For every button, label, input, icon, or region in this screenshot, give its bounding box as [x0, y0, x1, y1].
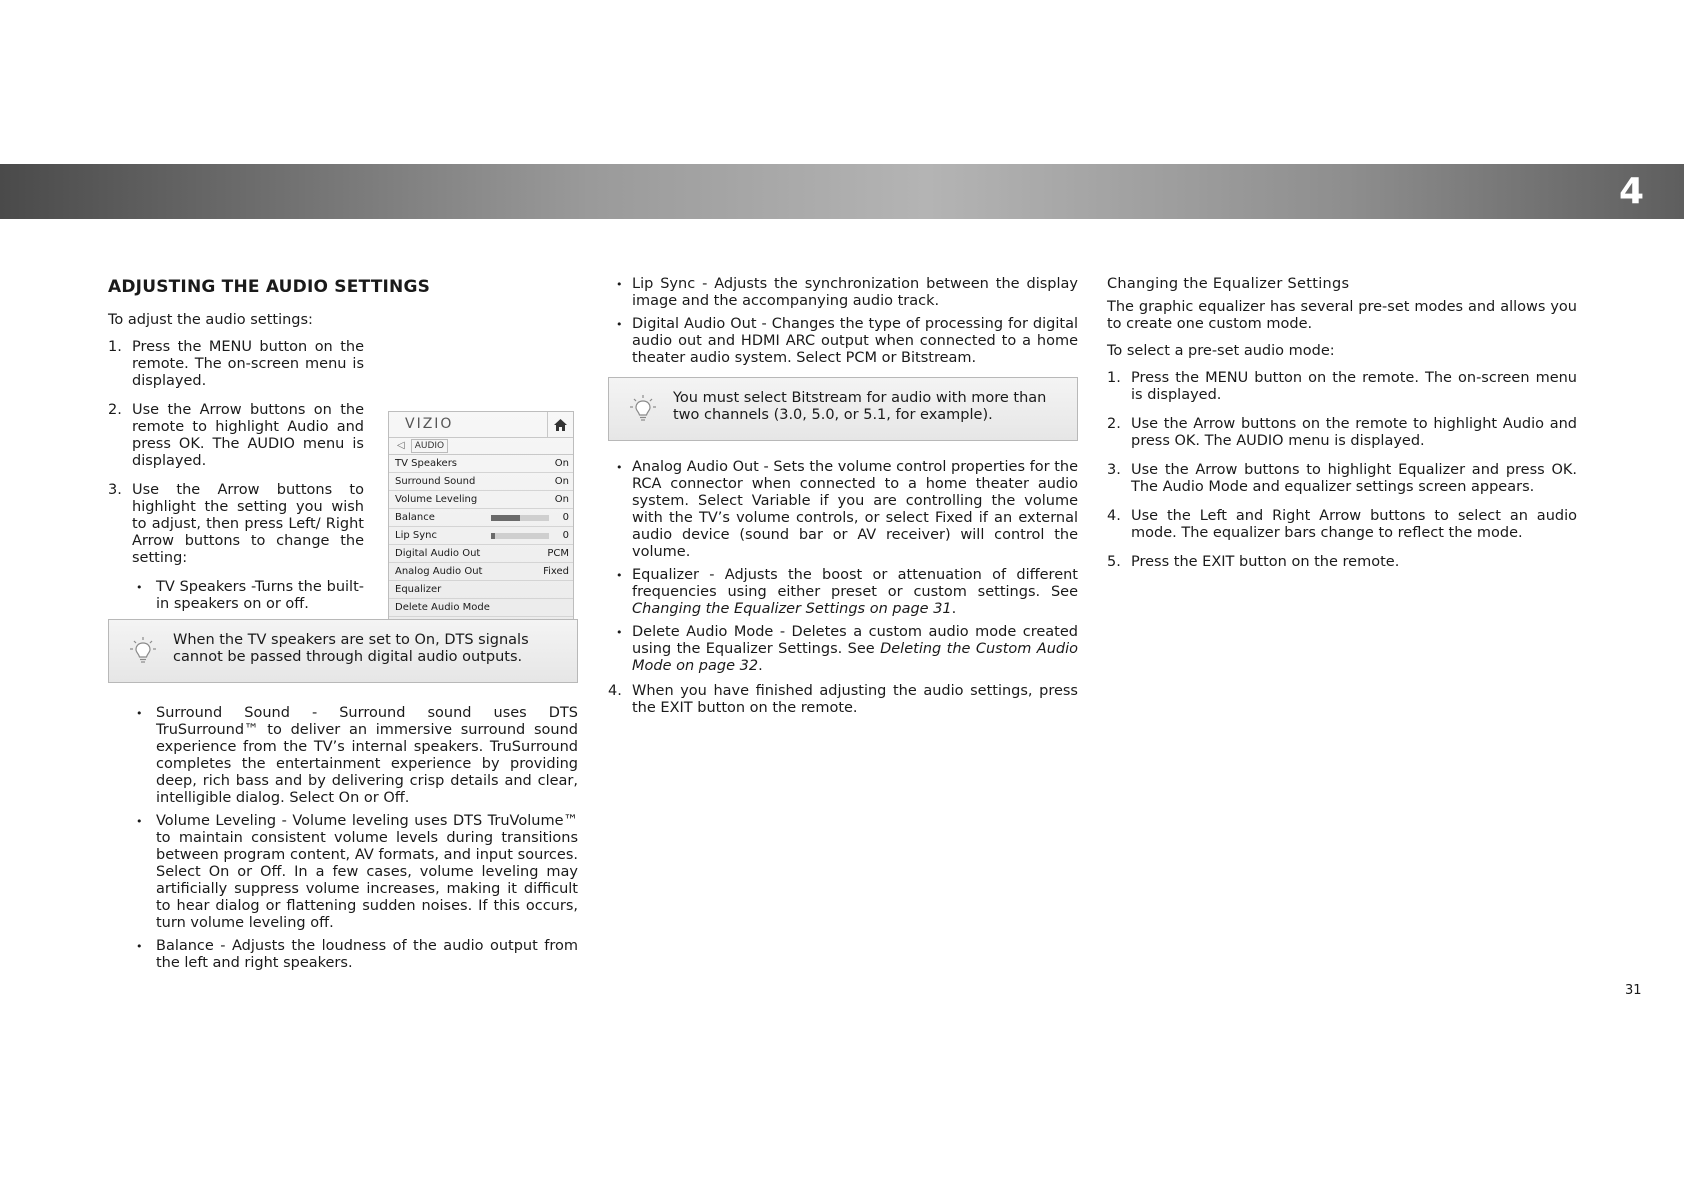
step-number: 5. — [1107, 554, 1121, 570]
subsection-heading: Changing the Equalizer Settings — [1107, 276, 1350, 292]
step-text: Use the Left and Right Arrow buttons to select an audio mode. The equalizer bars change to reflect the mode. — [1131, 508, 1577, 541]
home-icon — [547, 412, 573, 437]
bullet-tv-speakers: • TV Speakers -Turns the built-in speakers on or off. — [108, 579, 364, 613]
tv-menu-row — [389, 545, 573, 563]
tv-menu-row-value: On — [554, 475, 569, 487]
tv-menu-row-right — [555, 476, 569, 488]
tv-menu-header — [389, 412, 573, 438]
brand-logo: VIZIO — [405, 416, 454, 432]
equalizer-intro-paragraph: The graphic equalizer has several pre-set modes and allows you to create one custom mode. — [1107, 299, 1577, 332]
step-text: Use the Arrow buttons on the remote to highlight Audio and press OK. The AUDIO menu is displayed. — [1131, 416, 1577, 449]
step-text: Press the EXIT button on the remote. — [1131, 554, 1400, 570]
section-title: ADJUSTING THE AUDIO SETTINGS — [108, 277, 431, 297]
tv-menu-row — [389, 455, 573, 473]
tv-menu-slider-fill — [491, 515, 520, 521]
bullet-balance: • Balance - Adjusts the loudness of the audio output from the left and right speakers. — [108, 938, 578, 972]
bullet-text: Equalizer - Adjusts the boost or attenuation of different frequencies using either preset or custom settings. See — [632, 567, 1078, 600]
tv-menu-row-label: Volume Leveling — [395, 493, 478, 505]
bullet-text: Delete Audio Mode - Deletes a custom audio mode created using the Equalizer Settings. See — [632, 624, 1078, 657]
eq-step-3 — [1107, 462, 1577, 496]
bullet-volume-leveling: • Volume Leveling - Volume leveling uses DTS TruVolume™ to maintain consistent volume levels during transitions between program content, AV formats, and input sources. Select On or Off. In a few cases, volume leveling may artificially suppress volume increases, making it difficult to hear dialog or flattening sudden noises. If this occurs, turn volume leveling off. — [108, 813, 578, 932]
bullet-analog-audio-out: • Analog Audio Out - Sets the volume control properties for the RCA connector when connected to a home theater audio system. Select Variable if you are controlling the volume with the TV’s volume controls, or select Fixed if an external audio device (sound bar or AV receiver) will control the volume. — [608, 459, 1078, 561]
note-text: You must select Bitstream for audio with more than two channels (3.0, 5.0, or 5.1, for example). — [673, 390, 1047, 423]
lightbulb-icon — [127, 635, 159, 667]
note-bitstream — [608, 377, 1078, 441]
tv-menu-row — [389, 563, 573, 581]
bullet-lip-sync: • Lip Sync - Adjusts the synchronization between the display image and the accompanying audio track. — [608, 276, 1078, 310]
tv-menu-row-value: 0 — [562, 529, 569, 541]
cross-reference-link[interactable]: Changing the Equalizer Settings on page 31 — [632, 601, 952, 617]
tv-menu-row-right — [491, 530, 569, 542]
step-2 — [108, 402, 364, 470]
bullet-delete-audio-mode: • Delete Audio Mode - Deletes a custom audio mode created using the Equalizer Settings. See Deleting the Custom Audio Mode on page 32. — [608, 624, 1078, 675]
bullet-surround-sound: • Surround Sound - Surround sound uses DTS TruSurround™ to deliver an immersive surround sound experience from the TV’s internal speakers. TruSurround completes the entertainment experience by providing deep, rich bass and by delivering crisp details and clear, intelligible dialog. Select On or Off. — [108, 705, 578, 807]
breadcrumb-label: AUDIO — [411, 439, 448, 453]
step-text: Use the Arrow buttons on the remote to highlight Audio and press OK. The AUDIO menu is displayed. — [132, 402, 364, 469]
tv-menu-row-label: Balance — [395, 511, 435, 523]
chapter-number: 4 — [1618, 171, 1644, 212]
tv-menu-row — [389, 491, 573, 509]
step-number: 2. — [1107, 416, 1121, 432]
tv-menu-row-right — [543, 566, 569, 578]
tv-menu-row-label: Digital Audio Out — [395, 547, 481, 559]
tv-menu-breadcrumb — [389, 438, 573, 455]
page-number: 31 — [1625, 983, 1642, 998]
bullet-digital-audio-out: • Digital Audio Out - Changes the type of processing for digital audio out and HDMI ARC output when connected to a home theater audio system. Select PCM or Bitstream. — [608, 316, 1078, 367]
note-text: When the TV speakers are set to On, DTS signals cannot be passed through digital audio outputs. — [173, 632, 529, 665]
tv-menu-row-right — [491, 512, 569, 524]
tv-menu-row-value: PCM — [547, 547, 569, 559]
tv-menu-row-value: 0 — [562, 511, 569, 523]
step-number: 1. — [108, 339, 122, 355]
eq-step-5 — [1107, 554, 1577, 571]
tv-menu-row — [389, 581, 573, 599]
cross-reference-link[interactable]: Deleting the Custom Audio Mode on page 32 — [632, 641, 1078, 674]
step-text: When you have finished adjusting the audio settings, press the EXIT button on the remote. — [632, 683, 1078, 716]
chapter-header-band — [0, 164, 1684, 219]
tv-menu-row-value: On — [554, 493, 569, 505]
tv-menu-slider — [491, 515, 549, 521]
step-4 — [608, 683, 1078, 717]
lightbulb-icon — [627, 393, 659, 425]
tv-menu-rows — [389, 455, 573, 617]
bullet-equalizer: • Equalizer - Adjusts the boost or attenuation of different frequencies using either preset or custom settings. See Changing the Equalizer Settings on page 31. — [608, 567, 1078, 618]
tv-menu-row-value: Fixed — [543, 565, 569, 577]
tv-menu-slider — [491, 533, 549, 539]
tv-menu-slider-fill — [491, 533, 496, 539]
tv-menu-row-right — [555, 458, 569, 470]
step-text: Use the Arrow buttons to highlight the setting you wish to adjust, then press Left/ Right Arrow buttons to change the setting: — [132, 482, 364, 566]
steps-block — [108, 339, 578, 613]
step-text: Press the MENU button on the remote. The on-screen menu is displayed. — [1131, 370, 1577, 403]
eq-step-2 — [1107, 416, 1577, 450]
step-text: Use the Arrow buttons to highlight Equalizer and press OK. The Audio Mode and equalizer settings screen appears. — [1131, 462, 1577, 495]
step-number: 3. — [108, 482, 122, 498]
intro-text: To adjust the audio settings: — [108, 312, 313, 328]
step-3 — [108, 482, 364, 567]
eq-step-1 — [1107, 370, 1577, 404]
tv-menu-row-right — [547, 548, 569, 560]
tv-menu-row-label: Analog Audio Out — [395, 565, 483, 577]
step-number: 4. — [608, 683, 622, 699]
tv-menu-row-label: Surround Sound — [395, 475, 476, 487]
tv-menu-row-right — [555, 494, 569, 506]
note-tv-speakers — [108, 619, 578, 683]
column-1 — [108, 276, 578, 978]
tv-menu-row — [389, 509, 573, 527]
tv-menu-row — [389, 599, 573, 617]
tv-menu-row — [389, 527, 573, 545]
step-number: 1. — [1107, 370, 1121, 386]
column-3 — [1107, 276, 1577, 583]
step-text: Press the MENU button on the remote. The on-screen menu is displayed. — [132, 339, 364, 389]
eq-step-4 — [1107, 508, 1577, 542]
step-number: 4. — [1107, 508, 1121, 524]
tv-menu-row-label: Equalizer — [395, 583, 442, 595]
preset-intro: To select a pre-set audio mode: — [1107, 343, 1335, 359]
step-number: 3. — [1107, 462, 1121, 478]
column-2 — [608, 276, 1078, 729]
back-arrow-icon: ◁ — [397, 440, 405, 451]
tv-menu-row-value: On — [554, 457, 569, 469]
step-number: 2. — [108, 402, 122, 418]
tv-menu-row-label: Delete Audio Mode — [395, 601, 490, 613]
tv-menu-row-label: TV Speakers — [395, 457, 458, 469]
tv-menu-row-label: Lip Sync — [395, 529, 437, 541]
tv-menu-row — [389, 473, 573, 491]
step-1 — [108, 339, 364, 390]
